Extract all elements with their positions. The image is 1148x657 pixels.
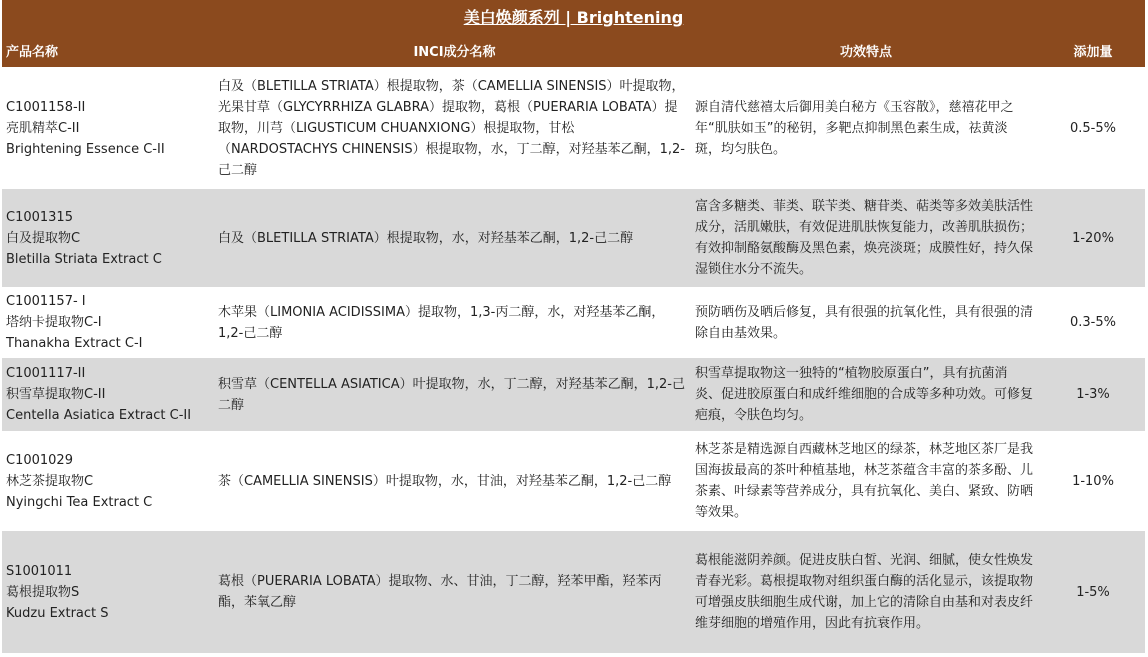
- product-name-en: Kudzu Extract S: [6, 605, 109, 621]
- dosage-cell: 0.3-5%: [1070, 315, 1116, 330]
- dosage-cell: 1-10%: [1072, 473, 1114, 489]
- inci-cell: 白及（BLETILLA STRIATA）根提取物，茶（CAMELLIA SINENSIS）叶提取物，光果甘草（GLYCYRRHIZA GLABRA）提取物，葛根（PUERARIA LOBATA）提取物，川芎（LIGUSTICUM CHUANXIONG）根提取物，甘松（NARDOSTACHYS CHINENSIS）根提取物，水，丁二醇，对羟基苯乙酮，1,2-己二醇: [218, 78, 685, 178]
- product-name-en: Thanakha Extract C-I: [6, 336, 143, 351]
- effect-cell: 预防晒伤及晒后修复，具有很强的抗氧化性，具有很强的清除自由基效果。: [695, 304, 1034, 341]
- table-row: [2, 287, 1145, 356]
- product-name-cell: [2, 363, 218, 426]
- product-name-en: Nyingchi Tea Extract C: [6, 494, 153, 510]
- table-row: [2, 529, 1145, 653]
- product-name-cn: 塔纳卡提取物C-I: [6, 315, 102, 330]
- header-effect: 功效特点: [839, 45, 892, 60]
- product-name-cn: 亮肌精萃C-II: [6, 120, 80, 136]
- series-title: 美白焕颜系列 | Brightening: [2, 0, 1145, 34]
- product-name-en: Centella Asiatica Extract C-II: [6, 408, 192, 423]
- product-name-cn: 葛根提取物S: [6, 584, 80, 600]
- inci-cell: 葛根（PUERARIA LOBATA）提取物、水、甘油，丁二醇，羟苯甲酯，羟苯丙酯，苯氧乙醇: [218, 574, 662, 610]
- dosage-cell: 1-5%: [1076, 584, 1110, 600]
- product-name-cell: [2, 207, 218, 270]
- effect-cell: 葛根能滋阴养颜。促进皮肤白皙、光润、细腻，使女性焕发青春光彩。葛根提取物对组织蛋白酶的活化显示，该提取物可增强皮肤细胞生成代谢，加上它的清除自由基和对表皮纤维芽细胞的增殖作用，因此有抗衰作用。: [695, 553, 1034, 631]
- inci-cell: 积雪草（CENTELLA ASIATICA）叶提取物，水，丁二醇，对羟基苯乙酮，1,2-己二醇: [218, 376, 685, 413]
- header-inci: INCI成分名称: [413, 45, 496, 60]
- product-code: C1001029: [6, 452, 73, 468]
- product-name-en: Bletilla Striata Extract C: [6, 251, 162, 267]
- product-name-cell: [2, 450, 218, 513]
- inci-cell: 木苹果（LIMONIA ACIDISSIMA）提取物，1,3-丙二醇，水，对羟基苯乙酮，1,2-己二醇: [218, 304, 665, 341]
- inci-cell: 茶（CAMELLIA SINENSIS）叶提取物，水，甘油，对羟基苯乙酮，1,2-己二醇: [218, 473, 672, 489]
- product-name-cn: 白及提取物C: [6, 230, 81, 246]
- product-name-cell: [2, 97, 218, 160]
- product-name-cell: [2, 561, 218, 624]
- product-name-cn: 积雪草提取物C-II: [6, 387, 106, 402]
- effect-cell: 积雪草提取物这一独特的“植物胶原蛋白”，具有抗菌消炎、促进胶原蛋白和成纤维细胞的合成等多种功效。可修复疤痕，令肤色均匀。: [695, 366, 1034, 423]
- header-product-name: 产品名称: [6, 45, 59, 60]
- inci-cell: 白及（BLETILLA STRIATA）根提取物，水，对羟基苯乙酮，1,2-己二醇: [218, 230, 634, 246]
- dosage-cell: 1-3%: [1076, 387, 1110, 402]
- product-name-en: Brightening Essence C-II: [6, 141, 165, 157]
- product-code: C1001117-II: [6, 366, 86, 381]
- product-table: [2, 0, 1145, 653]
- product-name-cn: 林芝茶提取物C: [6, 473, 94, 489]
- table-row: [2, 431, 1145, 529]
- product-name-cell: [2, 291, 218, 354]
- table-row: [2, 67, 1145, 187]
- effect-cell: 源自清代慈禧太后御用美白秘方《玉容散》，慈禧花甲之年“肌肤如玉”的秘钥，多靶点抑制黑色素生成，祛黄淡斑，均匀肤色。: [695, 99, 1014, 157]
- product-code: C1001157- I: [6, 294, 86, 309]
- dosage-cell: 0.5-5%: [1070, 120, 1116, 136]
- table-header: [2, 34, 1145, 67]
- product-code: C1001315: [6, 209, 73, 225]
- header-dosage: 添加量: [1073, 45, 1113, 60]
- effect-cell: 富含多糖类、菲类、联苄类、糖苷类、萜类等多效美肤活性成分，活肌嫩肤，有效促进肌肤恢复能力，改善肌肤损伤；有效抑制酪氨酸酶及黑色素，焕亮淡斑；成膜性好，持久保湿锁住水分不流失。: [695, 199, 1034, 277]
- product-code: S1001011: [6, 563, 73, 579]
- table-row: [2, 356, 1145, 431]
- dosage-cell: 1-20%: [1072, 230, 1114, 246]
- table-row: [2, 187, 1145, 287]
- product-code: C1001158-II: [6, 99, 86, 115]
- effect-cell: 林芝茶是精选源自西藏林芝地区的绿茶，林芝地区茶厂是我国海拔最高的茶叶种植基地，林芝茶蕴含丰富的茶多酚、儿茶素、叶绿素等营养成分，具有抗氧化、美白、紧致、防晒等效果。: [695, 442, 1034, 520]
